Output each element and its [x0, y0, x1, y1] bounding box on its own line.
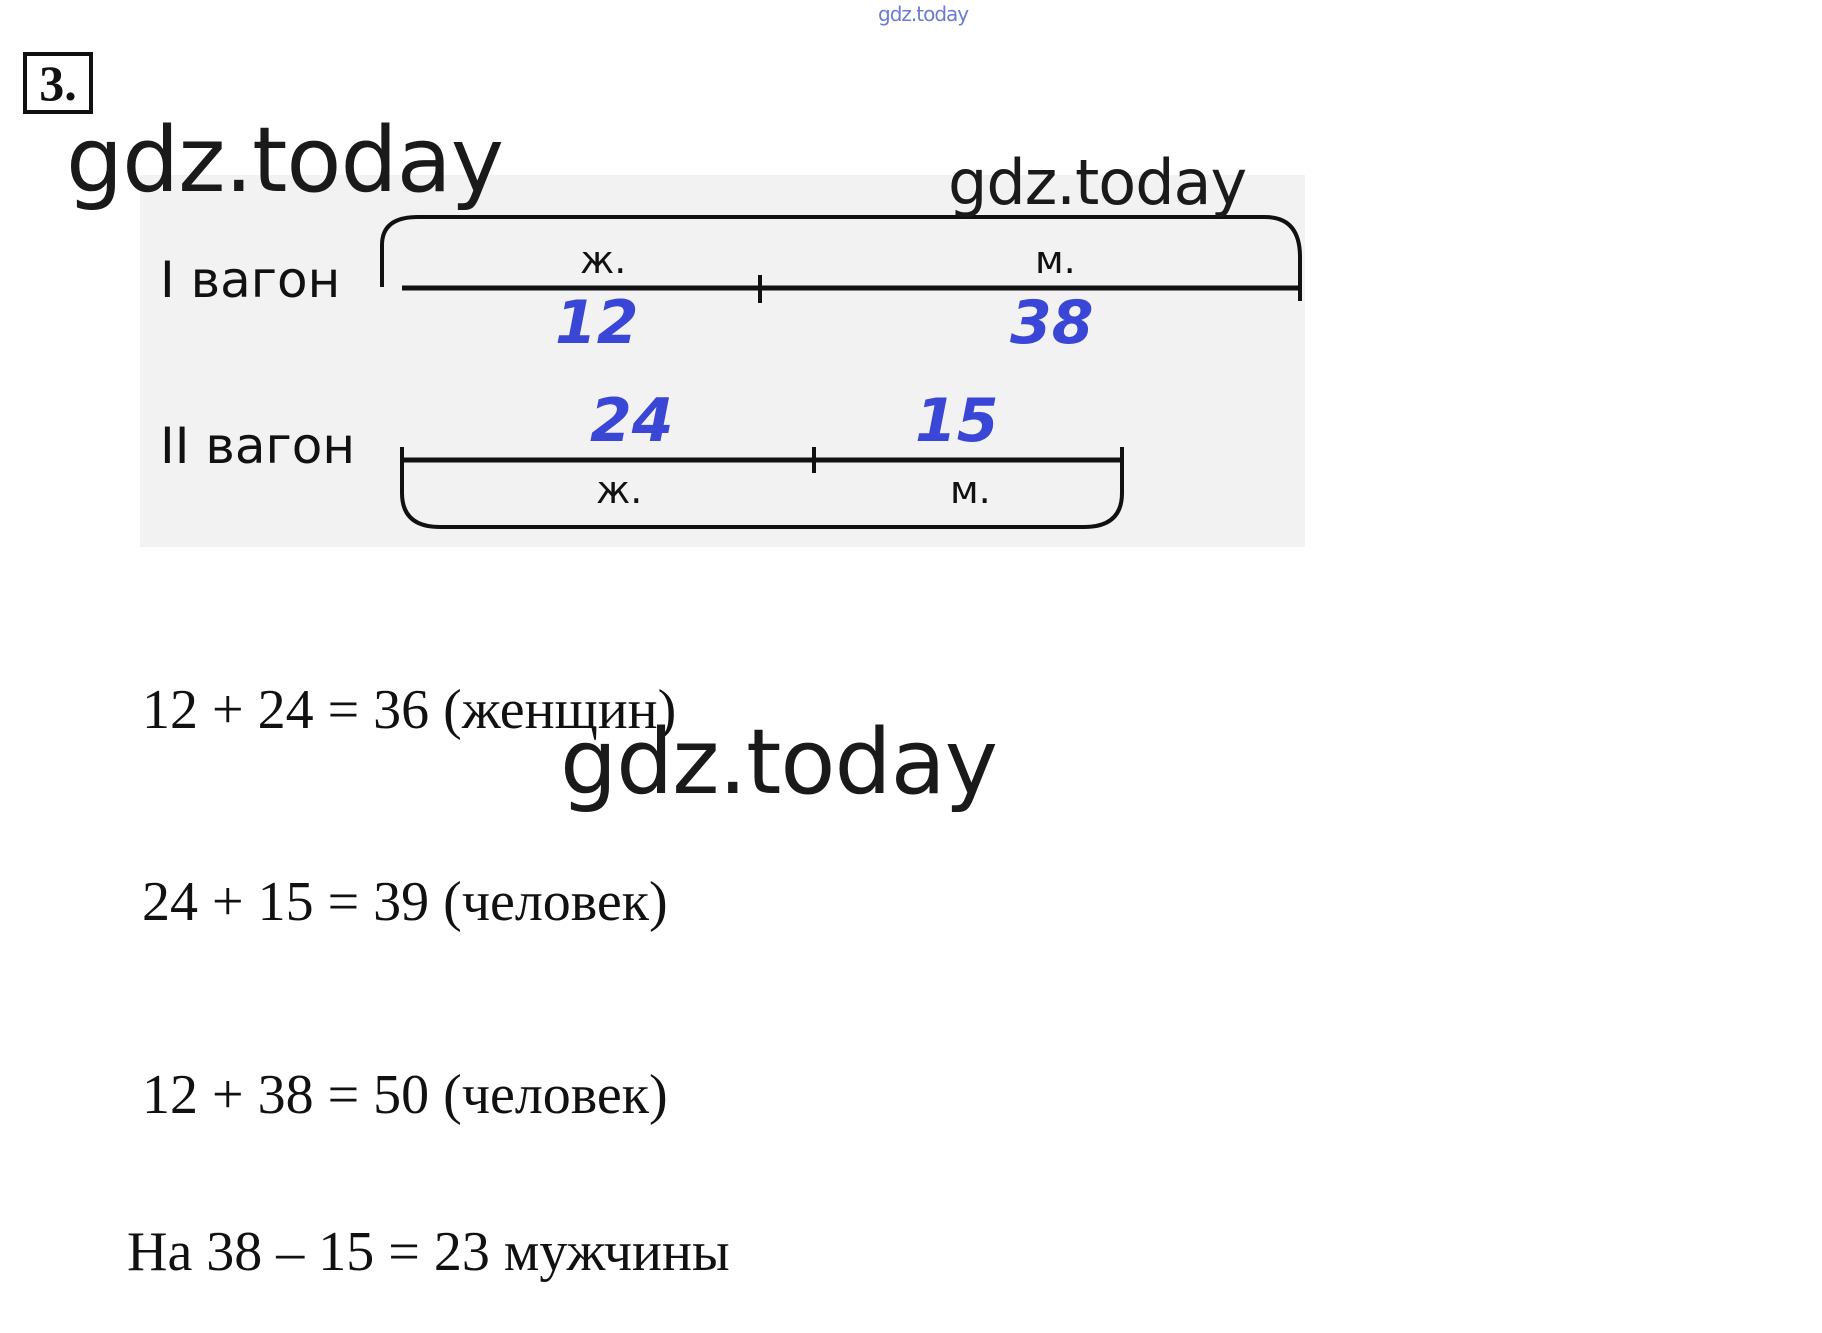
- task-number: 3.: [23, 52, 93, 114]
- wagon-2-men-value: 15: [915, 386, 999, 456]
- wagon-1-women-letter: ж.: [580, 238, 627, 282]
- watermark-large-1: gdz.today: [66, 108, 504, 213]
- solution-line-2: 24 + 15 = 39 (человек): [142, 871, 668, 933]
- wagon-1-men-letter: м.: [1035, 238, 1076, 282]
- wagon-1-women-value: 12: [555, 288, 639, 358]
- wagon-1-men-value: 38: [1010, 288, 1094, 358]
- wagon-2-women-value: 24: [590, 386, 674, 456]
- wagon-2-men-letter: м.: [950, 468, 991, 512]
- diagram-svg: [140, 175, 1305, 547]
- wagon-1-brace: [382, 217, 1300, 287]
- watermark-large-3: gdz.today: [560, 710, 998, 815]
- watermark-large-2: gdz.today: [948, 146, 1247, 219]
- segment-diagram: [140, 175, 1305, 547]
- solution-line-3: 12 + 38 = 50 (человек): [142, 1064, 668, 1126]
- wagon-1-label: I вагон: [160, 251, 341, 309]
- watermark-top: gdz.today: [878, 2, 969, 26]
- solution-line-4: На 38 – 15 = 23 мужчины: [127, 1221, 730, 1283]
- wagon-2-label: II вагон: [160, 417, 356, 475]
- wagon-2-women-letter: ж.: [596, 468, 643, 512]
- solution-line-1: 12 + 24 = 36 (женщин): [142, 679, 677, 741]
